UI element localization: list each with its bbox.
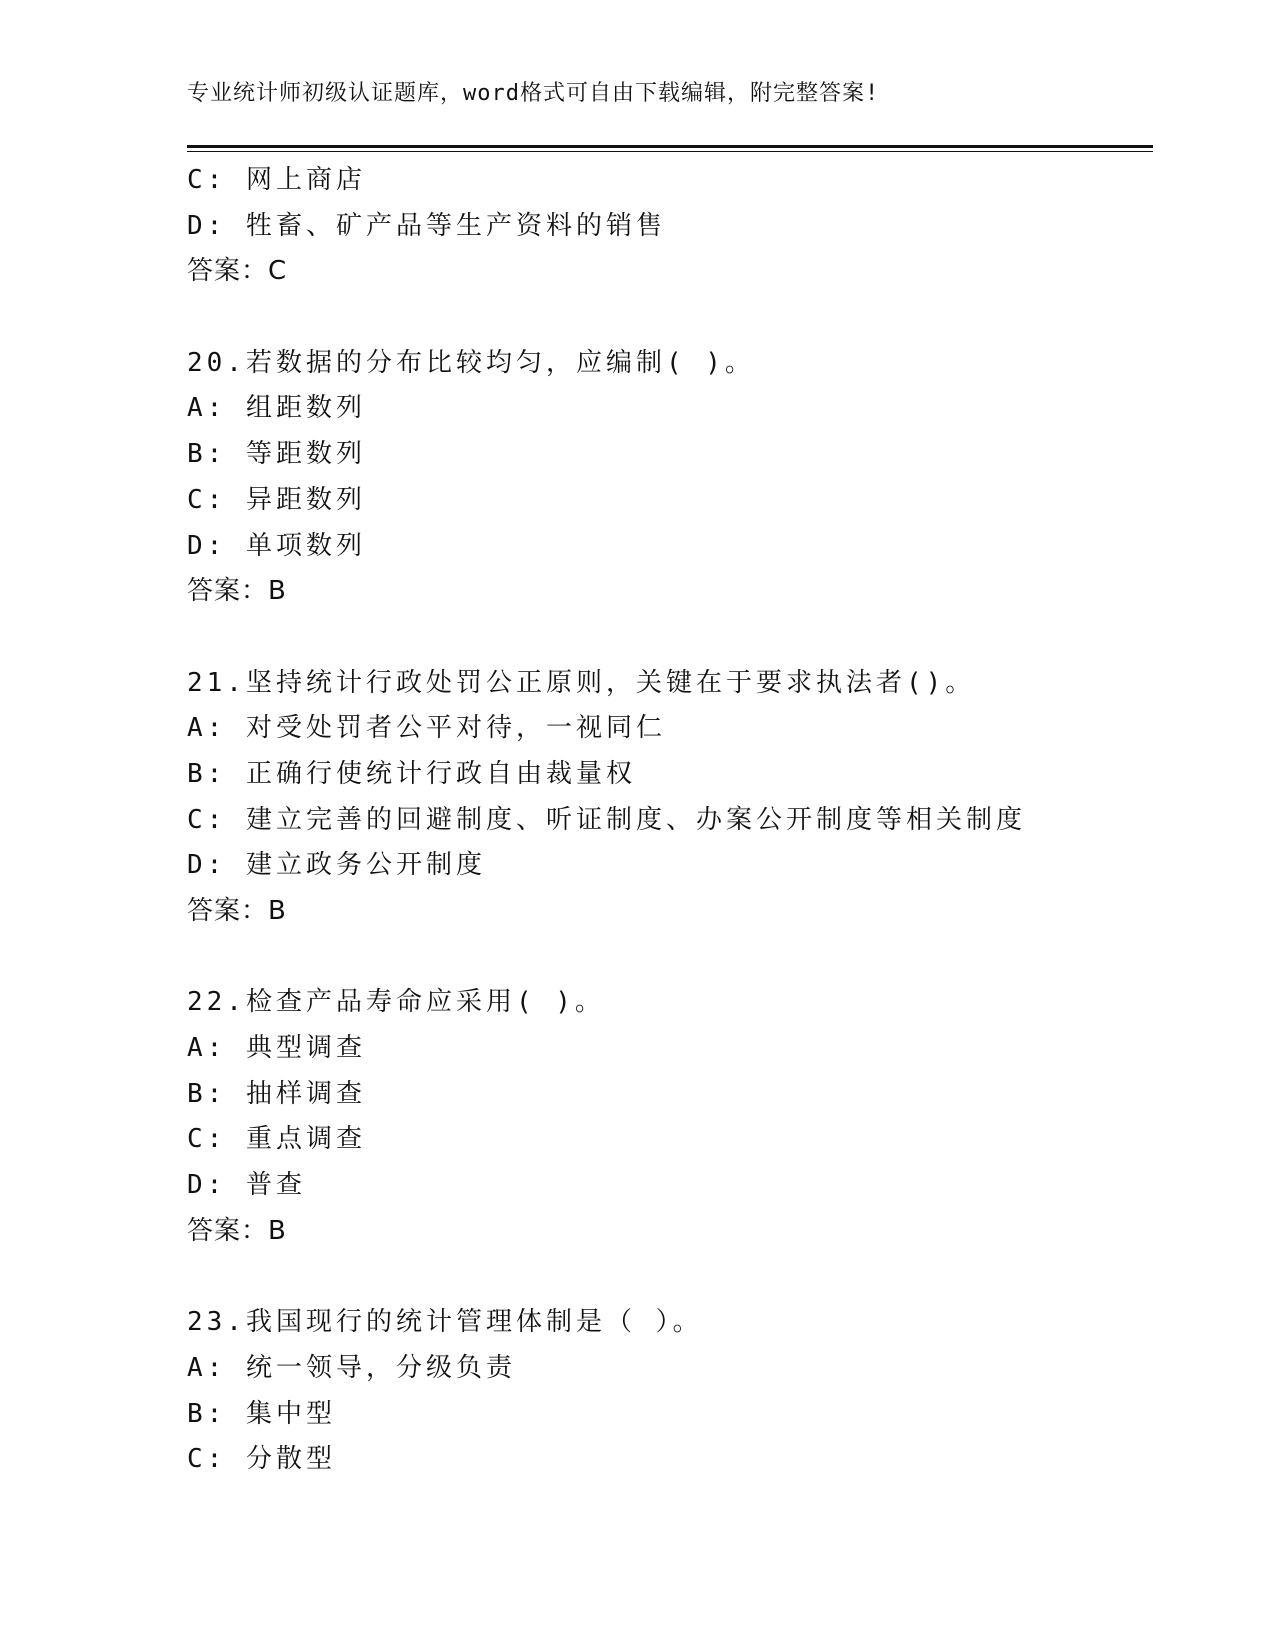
option-b: B: 集中型 xyxy=(187,1398,336,1429)
header-divider-thin xyxy=(187,151,1153,152)
option-c: C: 异距数列 xyxy=(187,484,366,515)
question-stem: 21.坚持统计行政处罚公正原则，关键在于要求执法者()。 xyxy=(187,667,976,698)
option-a: A: 对受处罚者公平对待，一视同仁 xyxy=(187,713,666,744)
spacer xyxy=(187,1255,1147,1301)
header-divider-thick xyxy=(187,145,1153,148)
option-a: A: 典型调查 xyxy=(187,1033,366,1064)
question-20 xyxy=(187,341,1147,615)
option-d: D: 普查 xyxy=(187,1170,306,1201)
option-d: D: 建立政务公开制度 xyxy=(187,850,486,881)
question-list xyxy=(187,158,1147,1483)
question-stem: 20.若数据的分布比较均匀，应编制( )。 xyxy=(187,347,755,378)
option-b: B: 正确行使统计行政自由裁量权 xyxy=(187,758,636,789)
option-c: C: 重点调查 xyxy=(187,1124,366,1155)
spacer xyxy=(187,935,1147,981)
question-stem: 23.我国现行的统计管理体制是（ ）。 xyxy=(187,1307,703,1338)
option-a: A: 组距数列 xyxy=(187,393,366,424)
answer: 答案：B xyxy=(187,576,287,607)
option-c: C: 建立完善的回避制度、听证制度、办案公开制度等相关制度 xyxy=(187,804,1026,835)
option-b: B: 抽样调查 xyxy=(187,1078,366,1109)
question-22 xyxy=(187,980,1147,1254)
question-23 xyxy=(187,1300,1147,1483)
answer: 答案：B xyxy=(187,896,287,926)
option-a: A: 统一领导，分级负责 xyxy=(187,1352,516,1383)
spacer xyxy=(187,615,1147,661)
spacer xyxy=(187,295,1147,341)
option-d: D: 单项数列 xyxy=(187,530,366,561)
option-c: C: 分散型 xyxy=(187,1444,336,1475)
option-d: D: 牲畜、矿产品等生产资料的销售 xyxy=(187,210,666,241)
option-c: C: 网上商店 xyxy=(187,165,366,195)
question-stem: 22.检查产品寿命应采用( )。 xyxy=(187,987,605,1018)
page-header: 专业统计师初级认证题库，word格式可自由下载编辑，附完整答案! xyxy=(187,81,880,106)
answer: 答案：C xyxy=(187,256,288,287)
question-21 xyxy=(187,661,1147,935)
question-partial xyxy=(187,158,1147,295)
option-b: B: 等距数列 xyxy=(187,439,366,470)
answer: 答案：B xyxy=(187,1215,287,1246)
